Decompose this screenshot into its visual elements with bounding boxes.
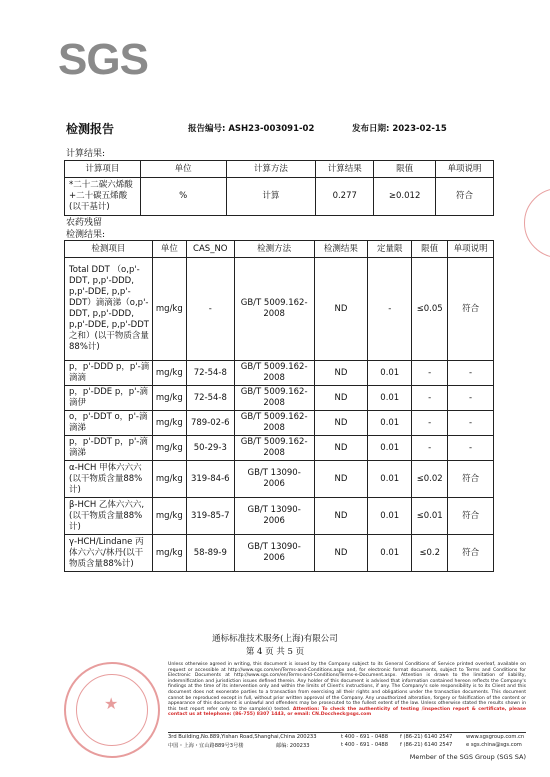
table-header-row [65,241,494,258]
test-unit: mg/kg [152,258,186,361]
test-cas: 58-89-9 [186,535,234,572]
test-cas: 319-85-7 [186,498,234,535]
report-number: 报告编号: ASH23-003091-02 [188,124,315,134]
pesticide-results-table [64,240,494,572]
test-method: GB/T 13090-2006 [234,498,314,535]
column-header: 检测方法 [234,241,314,258]
test-note: 符合 [448,498,494,535]
column-header: 单位 [152,241,186,258]
test-note: 符合 [448,258,494,361]
table-row [65,178,494,216]
test-limit: - [412,386,448,411]
test-method: GB/T 5009.162-2008 [234,386,314,411]
test-loq: - [368,258,412,361]
column-header: CAS_NO [186,241,234,258]
test-unit: mg/kg [152,498,186,535]
test-note: - [448,436,494,461]
column-header: 单位 [140,161,226,178]
test-unit: mg/kg [152,361,186,386]
test-cas: 789-02-6 [186,411,234,436]
calc-method: 计算 [226,178,316,216]
report-title: 检测报告 [66,122,115,136]
test-limit: - [412,361,448,386]
divider [168,732,526,733]
table-row [65,498,494,535]
test-loq: 0.01 [368,361,412,386]
test-cas: - [186,258,234,361]
calc-item: *二十二碳六烯酸+二十碳五烯酸(以干基计) [65,178,141,216]
column-header: 计算项目 [65,161,141,178]
calc-unit: % [140,178,226,216]
website-link[interactable]: www.sgsgroup.com.cn [466,734,525,740]
test-item: p，p'-DDT p，p'-滴滴涕 [65,436,153,461]
telephone: t 400 - 691 - 0488 [341,742,389,748]
address-cn: 中国・上海・宜山路889号3号楼 [168,743,244,749]
legal-disclaimer [168,662,526,718]
test-loq: 0.01 [368,498,412,535]
test-limit: - [412,411,448,436]
fax: f (86-21) 6140 2547 [400,734,453,740]
sgs-group-membership: Member of the SGS Group (SGS SA) [409,753,526,761]
inspection-seal-stamp [64,662,160,758]
telephone: t 400 - 691 - 0488 [341,734,389,740]
test-item: p，p'-DDD p，p'-滴滴滴 [65,361,153,386]
report-header [66,121,486,137]
test-unit: mg/kg [152,411,186,436]
star-icon: ★ [104,694,119,713]
issue-date: 发布日期: 2023-02-15 [352,124,447,134]
column-header: 检测项目 [65,241,153,258]
test-result: ND [314,461,368,498]
test-loq: 0.01 [368,386,412,411]
address-row-en [168,734,528,742]
test-loq: 0.01 [368,436,412,461]
pesticide-section-label: 农药残留 [66,218,103,228]
test-result: ND [314,498,368,535]
test-limit: ≤0.01 [412,498,448,535]
column-header: 计算结果 [316,161,374,178]
column-header: 单项说明 [436,161,494,178]
test-note: 符合 [448,535,494,572]
test-unit: mg/kg [152,436,186,461]
table-row [65,386,494,411]
column-header: 限值 [374,161,436,178]
fax: f (86-21) 6140 2547 [400,742,453,748]
calc-results-table [64,160,494,216]
page-number: 第 4 页 共 5 页 [245,647,305,657]
table-header-row [65,161,494,178]
test-method: GB/T 5009.162-2008 [234,436,314,461]
column-header: 计算方法 [226,161,316,178]
address-en: 3rd Building,No.889,Yishan Road,Shanghai,China 200233 [168,734,317,740]
test-cas: 319-84-6 [186,461,234,498]
test-method: GB/T 5009.162-2008 [234,411,314,436]
sgs-logo: SGS [58,35,148,84]
calc-section-label: 计算结果: [66,149,106,159]
column-header: 单项说明 [448,241,494,258]
side-seal-stamp [516,188,550,318]
test-cas: 50-29-3 [186,436,234,461]
disclaimer-text: Unless otherwise agreed in writing, this document is issued by the Company subject to its General Conditions of Service printed overleaf, available on request or accessible at http://www.sgs.com/en/Terms-and-Conditions.aspx and, for electronic format documents, subject to Terms and Conditions for Electronic Documents at http://www.sgs.com/en/Terms-and-Conditions/Terms-e-Document.aspx. Attention is drawn to the limitation of liability, indemnification and jurisdiction issues defined therein. Any holder of this document is advised that information contained hereon reflects the Company's findings at the time of its intervention only and within the limits of Client's instructions, if any. The Company's sole responsibility is to its Client and this document does not exonerate parties to a transaction from exercising all their rights and obligations under the transaction documents. This document cannot be reproduced except in full, without prior written approval of the Company. Any unauthorized alteration, forgery or falsification of the content or appearance of this document is unlawful and offenders may be prosecuted to the fullest extent of the law. Unless otherwise stated the results shown in this test report refer only to the sample(s) tested. [168,662,526,712]
test-cas: 72-54-8 [186,386,234,411]
table-row [65,411,494,436]
results-label: 检测结果: [66,230,106,240]
test-loq: 0.01 [368,535,412,572]
test-result: ND [314,258,368,361]
test-note: 符合 [448,461,494,498]
test-result: ND [314,386,368,411]
calc-limit: ≥0.012 [374,178,436,216]
calc-note: 符合 [436,178,494,216]
test-limit: - [412,436,448,461]
table-row [65,535,494,572]
test-limit: ≤0.2 [412,535,448,572]
column-header: 定量限 [368,241,412,258]
test-note: - [448,411,494,436]
test-result: ND [314,535,368,572]
footer-company-name: 通标标准技术服务(上海)有限公司 [212,634,338,644]
test-method: GB/T 13090-2006 [234,461,314,498]
email-link[interactable]: e sgs.china@sgs.com [466,742,522,748]
test-loq: 0.01 [368,411,412,436]
test-item: Total DDT （o,p'-DDT, p,p'-DDD, p,p'-DDE, p,p'-DDT）滴滴涕（o,p'-DDT, p,p'-DDD, p,p'-DDE, p,p'-DDT之和）(以干物质含量88%计) [65,258,153,361]
test-note: - [448,361,494,386]
test-unit: mg/kg [152,461,186,498]
column-header: 检测结果 [314,241,368,258]
test-item: α-HCH 甲体六六六(以干物质含量88%计) [65,461,153,498]
test-result: ND [314,436,368,461]
test-method: GB/T 13090-2006 [234,535,314,572]
column-header: 限值 [412,241,448,258]
test-item: β-HCH 乙体六六六, (以干物质含量88%计) [65,498,153,535]
test-item: o，p'-DDT o，p'-滴滴涕 [65,411,153,436]
test-item: γ-HCH/Lindane 丙体六六六/林丹(以干物质含量88%计) [65,535,153,572]
test-loq: 0.01 [368,461,412,498]
test-limit: ≤0.02 [412,461,448,498]
address-row-cn [168,742,528,750]
table-row [65,361,494,386]
table-row [65,436,494,461]
test-result: ND [314,361,368,386]
test-note: - [448,386,494,411]
test-unit: mg/kg [152,386,186,411]
seal-ring [524,188,550,258]
test-method: GB/T 5009.162-2008 [234,361,314,386]
table-row [65,461,494,498]
test-cas: 72-54-8 [186,361,234,386]
test-limit: ≤0.05 [412,258,448,361]
test-result: ND [314,411,368,436]
authenticity-notice: Attention: To check the authenticity of testing /inspection report & certificate, please contact us at telephone: (86-755) 8307 1443, or email: CN.Doccheck@sgs.com [168,706,526,718]
calc-result: 0.277 [316,178,374,216]
table-row [65,258,494,361]
test-item: p，p'-DDE p，p'-滴滴伊 [65,386,153,411]
postcode: 邮编: 200233 [276,743,310,749]
test-method: GB/T 5009.162-2008 [234,258,314,361]
test-unit: mg/kg [152,535,186,572]
